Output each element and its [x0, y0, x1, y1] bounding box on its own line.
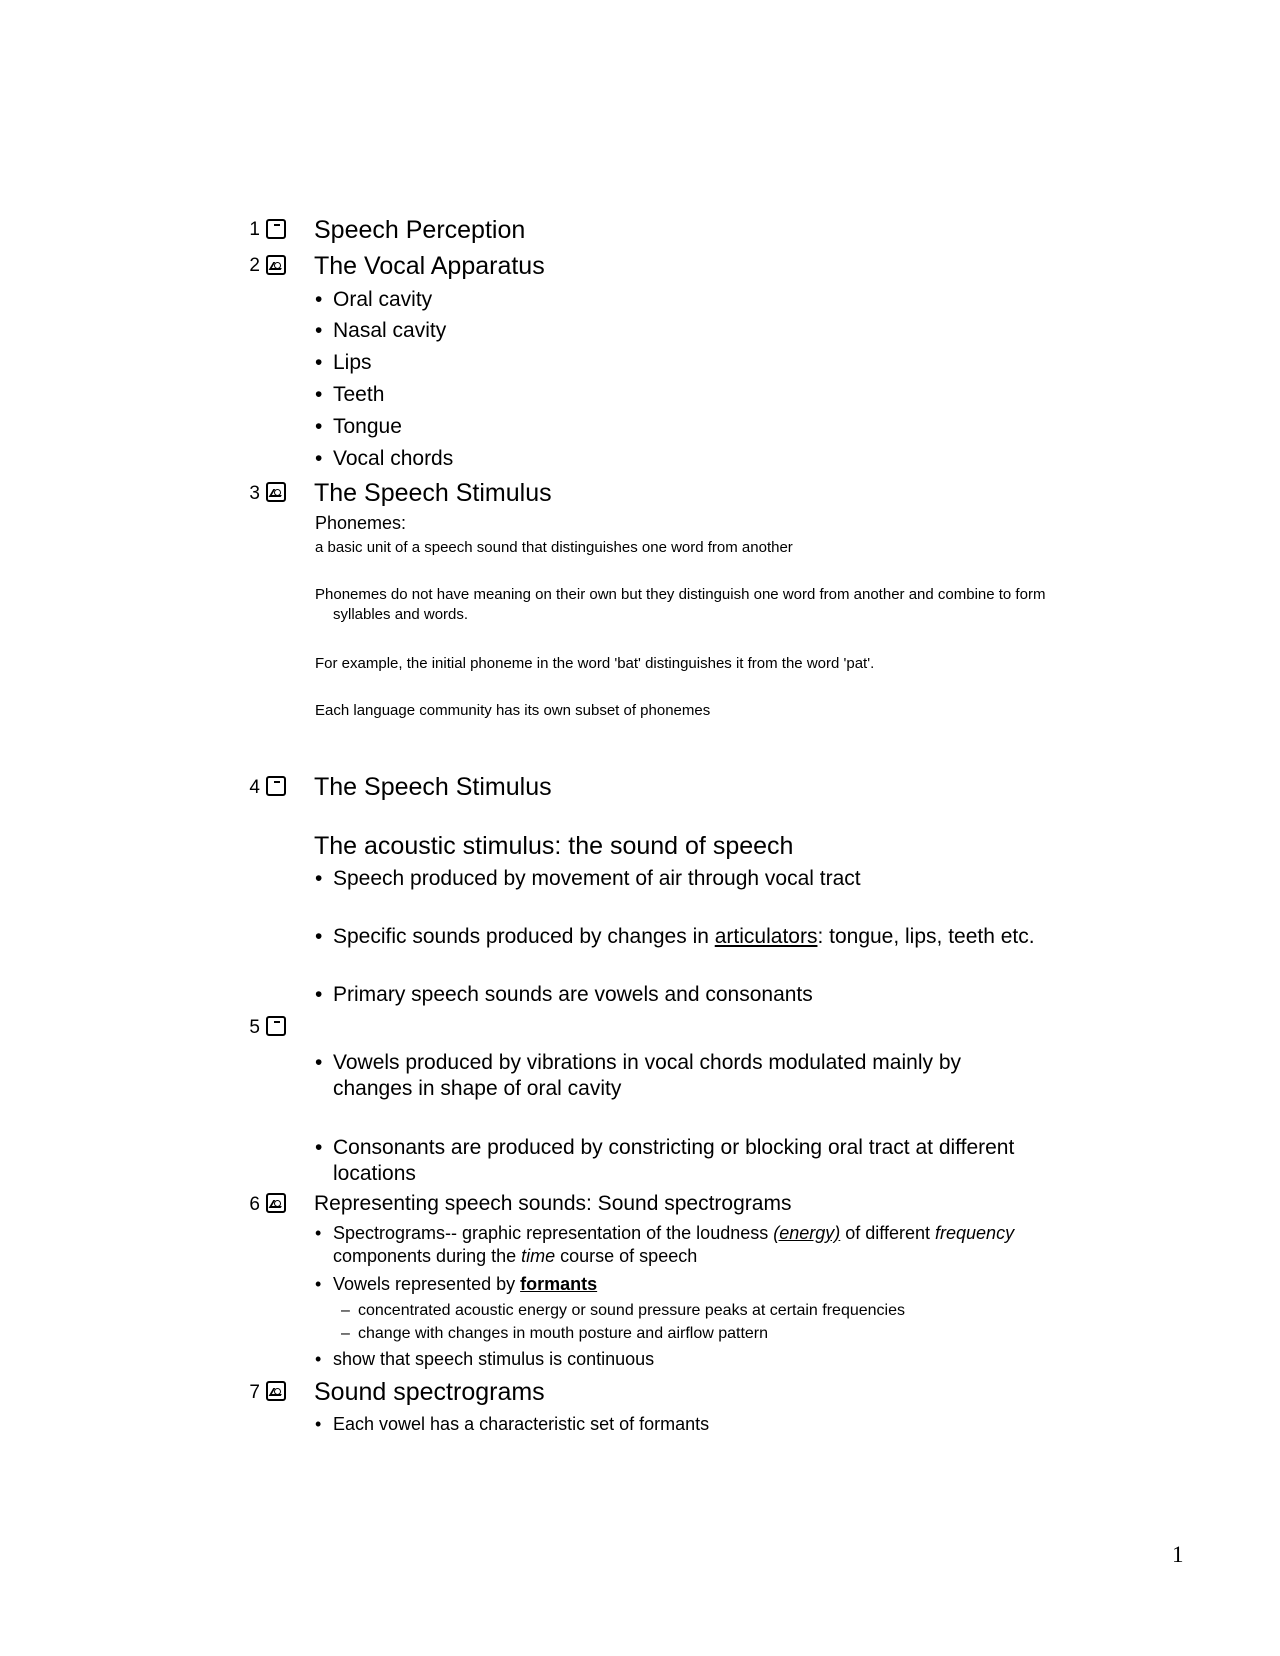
list-item: [314, 1222, 1074, 1268]
bullet-text: of different: [840, 1223, 936, 1243]
list-item: • Vocal chords: [314, 446, 1074, 472]
bullet-text: Spectrograms-- graphic representation of the loudness: [333, 1223, 774, 1243]
text-slide-icon: [266, 1016, 286, 1036]
image-slide-icon: [266, 1381, 286, 1401]
slide-title: Speech Perception: [314, 216, 526, 244]
slide-subtitle: The acoustic stimulus: the sound of speech: [314, 832, 794, 860]
image-slide-icon: [266, 482, 286, 502]
text-slide-icon: [266, 219, 286, 239]
sub-list-item: – concentrated acoustic energy or sound pressure peaks at certain frequencies: [341, 1300, 1081, 1321]
slide-number: 3: [249, 483, 260, 504]
list-item: • Teeth: [314, 382, 1074, 408]
list-item: [314, 924, 1074, 950]
slide-number: 2: [249, 255, 260, 276]
list-item: • Consonants are produced by constricting or blocking oral tract at different locations: [314, 1135, 1064, 1187]
sub-list-item: – change with changes in mouth posture and airflow pattern: [341, 1323, 1081, 1344]
slide-number: 7: [249, 1382, 260, 1403]
frequency-term: frequency: [935, 1223, 1015, 1243]
list-item: • Primary speech sounds are vowels and consonants: [314, 982, 1074, 1008]
slide-title: Representing speech sounds: Sound spectrograms: [314, 1192, 792, 1215]
slide-number: 1: [249, 219, 260, 240]
list-item: • Each vowel has a characteristic set of formants: [314, 1413, 1074, 1436]
text-slide-icon: [266, 776, 286, 796]
bullet-text: : tongue, lips, teeth etc.: [817, 925, 1035, 948]
bullet-text: Specific sounds produced by changes in: [333, 925, 715, 948]
list-item: • Vowels produced by vibrations in vocal chords modulated mainly by changes in shape of oral cavity: [314, 1050, 1034, 1102]
paragraph: Phonemes do not have meaning on their own but they distinguish one word from another and combine to form syllables and words.: [315, 586, 1046, 623]
image-slide-icon: [266, 1193, 286, 1213]
slide-title: The Speech Stimulus: [314, 479, 552, 507]
list-item: • Nasal cavity: [314, 318, 1074, 344]
paragraph: For example, the initial phoneme in the word 'bat' distinguishes it from the word 'pat'.: [315, 655, 875, 672]
page-number: 1: [1172, 1542, 1184, 1567]
articulators-term: articulators: [714, 925, 818, 948]
slide-number: 4: [249, 777, 260, 798]
phoneme-definition: a basic unit of a speech sound that distinguishes one word from another: [315, 539, 793, 556]
list-item: • Speech produced by movement of air through vocal tract: [314, 866, 1074, 892]
phonemes-label: Phonemes:: [315, 513, 407, 533]
image-slide-icon: [266, 255, 286, 275]
slide-title: The Speech Stimulus: [314, 773, 552, 801]
list-item: • Lips: [314, 350, 1074, 376]
list-item: • Oral cavity: [314, 287, 1074, 313]
bullet-text: components during the: [333, 1246, 522, 1266]
list-item: • show that speech stimulus is continuous: [314, 1348, 1074, 1371]
slide-title: Sound spectrograms: [314, 1378, 545, 1406]
time-term: time: [521, 1246, 556, 1266]
slide-number: 5: [249, 1017, 260, 1038]
slide-title: The Vocal Apparatus: [314, 252, 545, 280]
formants-term: formants: [520, 1274, 598, 1294]
bullet-text: Vowels represented by: [333, 1274, 521, 1294]
energy-term: (energy): [773, 1223, 841, 1243]
list-item: • Tongue: [314, 414, 1074, 440]
bullet-text: course of speech: [555, 1246, 698, 1266]
paragraph: Each language community has its own subset of phonemes: [315, 702, 711, 719]
list-item: [314, 1273, 1074, 1296]
slide-number: 6: [249, 1194, 260, 1215]
